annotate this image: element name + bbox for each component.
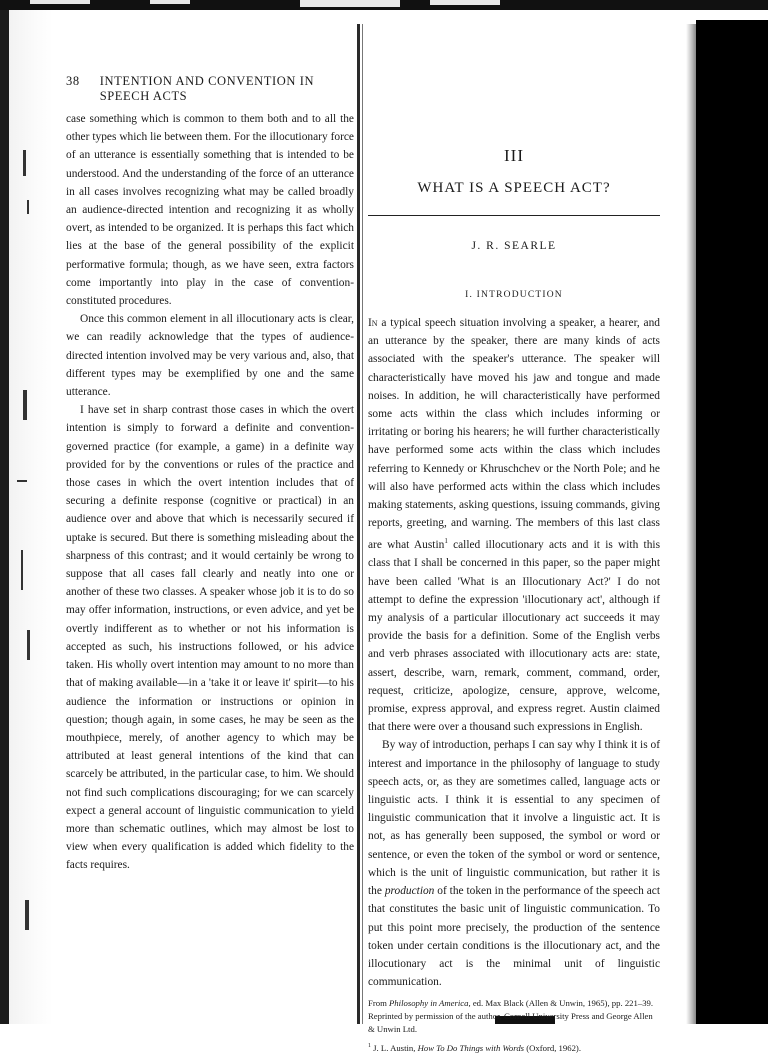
paragraph-text: called illocutionary acts and it is with this class that I shall be concerned in this paper, so the paper might have been called 'What is an Illocutionary Act?' I do not attempt to define the expression 'illocutionary act', although if my analysis of a particular illocutionary act succeeds it may provide the basis for a definition. Some of the English verbs and verb phrases associated with illocutionary acts are: state, assert, describe, warn, remark, comment, command, order, request, criticize, apologize, censure, approve, welcome, promise, express approval, and express regret. Austin claimed that there were over a thousand such expressions in English. [368, 539, 661, 734]
page-edge-shade [686, 24, 696, 1024]
paragraph: Once this common element in all illocutionary acts is clear, we can readily acknowledge that the types of audience-directed intention involved may be very various and, also, that different types may be exemplified by one and the same utterance. [66, 313, 354, 399]
author-name: J. R. SEARLE [471, 240, 557, 252]
paragraph: case something which is common to them both and to all the other types which lie between them. For the illocutionary force of an utterance is essentially something that is intended to be understood. And the understanding of the force of an utterance in all cases involves recognizing what may be called broadly an audience-directed intention and recognizing it as wholly overt, as intended to be organized. It is perhaps this fact which lies at the base of the general possibility of the explicit performative formula; though, as we have seen, extra factors come importantly into play in the case of convention-constituted procedures. [66, 113, 354, 308]
paragraph-text: of the token in the performance of the speech act that constitutes the basic unit of linguistic communication. To put this point more precisely, the production of the sentence token under certain conditions is the illocutionary act, and the illocutionary act is the minimal unit of linguistic communication. [368, 885, 660, 989]
source-note-prefix: From [368, 998, 389, 1009]
drop-lead: In [368, 317, 378, 329]
scan-top-edge [0, 0, 768, 10]
footnote-prefix: J. L. Austin, [371, 1043, 418, 1054]
scan-left-shadow [0, 10, 9, 1024]
page-gutter-line [362, 24, 363, 1024]
running-head [66, 74, 354, 104]
emphasis: production [384, 885, 435, 898]
paragraph-text: By way of introduction, perhaps I can say why I think it is of interest and importance in the philosophy of language to study speech acts, or, as they are sometimes called, language acts or linguistic acts. I think it is essential to any specimen of linguistic communication that it involve a linguistic act. It is not, as has generally been supposed, the symbol or word or sentence, or even the token of the symbol or word or sentence, which is the unit of linguistic communication, but rather it is the [368, 739, 660, 898]
paragraph-text: a typical speech situation involving a speaker, a hearer, and an utterance by the speaker, there are many kinds of acts associated with the speaker's utterance. The speaker will characteristically have moved his jaw and tongue and made noises. In addition, he will characteristically have performed some acts within the class which includes informing or irritating or boring his hearers; he will further characteristically have performed some acts within the class which includes referring to Kennedy or Khruschchev or the North Pole; and he will also have performed acts within the class which includes making statements, asking questions, issuing commands, giving reports, greeting, and warning. The members of this last class are what Austin [368, 317, 660, 552]
footnote-number: 1 [368, 1043, 371, 1050]
footnote-mark: 1 [444, 537, 448, 546]
paragraph [368, 736, 660, 991]
footnote-title: How To Do Things with Words [417, 1043, 525, 1054]
page-gutter [357, 24, 360, 1024]
section-heading: I. INTRODUCTION [465, 290, 563, 300]
source-note-title: Philosophy in America [389, 998, 469, 1009]
source-note-text: , ed. Max Black (Allen & Unwin, 1965), pp. 221–39. Reprinted by permission of the author, Cornell University Press and George Allen & Unwin Ltd. [368, 998, 654, 1035]
scan-right-shadow [696, 20, 768, 1024]
chapter-title: WHAT IS A SPEECH ACT? [417, 180, 611, 196]
paragraph [368, 314, 660, 736]
running-head-title: INTENTION AND CONVENTION IN SPEECH ACTS [99, 74, 315, 103]
paragraph: I have set in sharp contrast those cases in which the overt intention is simply to forward a definite and convention-governed practice (for example, a game) in a definite way provided for by the conventions or rules of the practice and those cases in which the overt intention includes that of securing a definite response (cognitive or practical) in an audience over and above that which is necessarily secured if uptake is secured. But there is something misleading about the sharpness of this contrast; and it would certainly be wrong to suppose that all cases fall clearly and neatly into one or another of these two classes. A speaker whose job it is to do so may offer information, instructions, or even advice, and yet be overtly indifferent as to whether or not his information is accepted as such, his instructions followed, or his advice taken. His wholly overt intention may amount to no more than that of making available—in a 'take it or leave it' spirit—to his audience the information or instructions or opinion in question; though again, in some cases, he may be seen as the mouthpiece, merely, of another agency to which may be attributed at least general intentions of the kind that can scarcely be attributed, in the particular case, to him. We should not find such complications discouraging; for we can scarcely expect a general account of linguistic communication to yield more than schematic outlines, which may almost be lost to view when every qualification is added which fidelity to the facts requires. [66, 404, 354, 872]
footnote-text: (Oxford, 1962). [524, 1043, 581, 1054]
footnote [368, 1040, 660, 1055]
left-page [66, 74, 354, 875]
right-page [368, 140, 660, 1055]
page-number: 38 [66, 74, 80, 88]
title-rule [368, 215, 660, 216]
scan-binding-area [9, 10, 53, 1024]
chapter-number: III [504, 146, 524, 165]
source-note [368, 997, 660, 1036]
